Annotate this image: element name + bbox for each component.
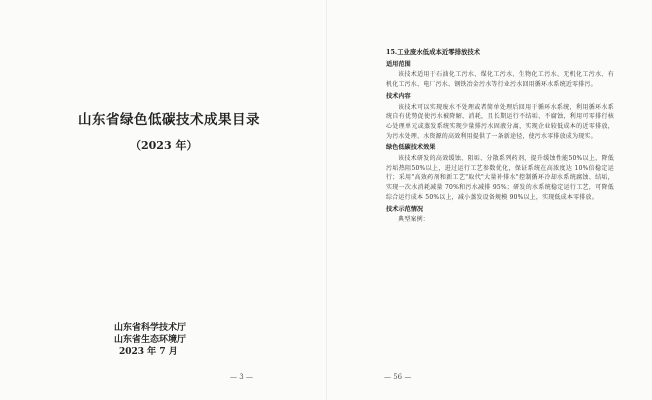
page-fold-divider	[326, 0, 327, 400]
content-text: 该技术可以实现废水不处理或者简单处理后回用于循环水系统，利用循环水系统自有优势促使污水被降解、消耗，且长期运行不结垢、不腐蚀，利用可零排行核心处理单元或蒸发系统实现少量排污水固液分离，实现企业较低成本的近零排放，为污水处理、水资源的高效利用提供了一条新途径，使污水零排放成为现实。	[386, 103, 614, 140]
right-page-number: — 56 —	[384, 373, 412, 381]
scope-heading: 适用范围	[386, 60, 411, 68]
demo-text: 典型案例：	[398, 216, 430, 224]
content-heading: 技术内容	[386, 92, 411, 100]
scope-text: 该技术适用于石油化工污水、煤化工污水、生物化工污水、无机化工污水、有机化工污水、电厂污水、钢铁冶金污水等行业污水回用循环水系统近零排污。	[386, 71, 614, 89]
effect-heading: 绿色低碳技术效果	[386, 144, 436, 152]
publish-date: 2023 年 7 月	[119, 347, 178, 357]
publisher-environment-dept: 山东省生态环境厅	[114, 335, 187, 345]
section-title: 15.工业废水低成本近零排放技术	[386, 48, 481, 56]
demo-heading: 技术示范情况	[386, 205, 424, 213]
publisher-science-dept: 山东省科学技术厅	[114, 323, 187, 333]
catalog-year: （2023 年）	[130, 139, 198, 152]
left-page-number: — 3 —	[230, 373, 253, 381]
catalog-title: 山东省绿色低碳技术成果目录	[78, 112, 260, 128]
technology-entry	[386, 48, 614, 225]
effect-text: 该技术研发的高效缓蚀、阻垢、分散系列药剂，提升缓蚀性能50%以上，降低污垢热阻50%以上，进过运行工艺参数优化，保证系统在高浓度达 10%倍稳定运行；采用"高效药剂和新工艺"取代"大量补排水"控制循环冷却水系统腐蚀、结垢，实现一次水消耗减量 70%和污水减排 95%；研发的水系统稳定运行工艺，可降低综合运行成本 50%以上，减小蒸发设备规模 90%以上，实现低成本零排放。	[386, 155, 614, 201]
